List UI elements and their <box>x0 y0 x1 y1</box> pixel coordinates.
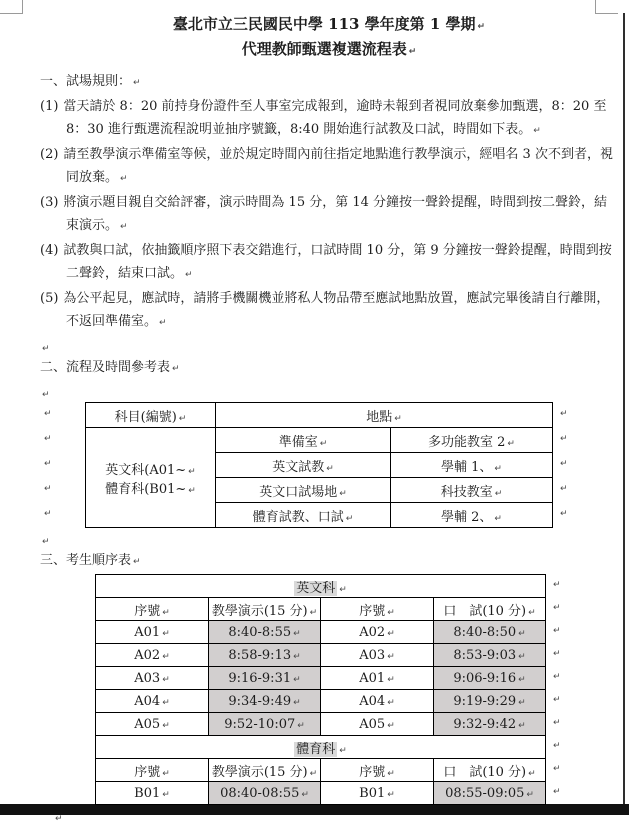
demo-time-cell <box>209 644 321 667</box>
paragraph-mark-icon: ↵ <box>387 674 395 685</box>
candidate-column-header <box>96 759 209 782</box>
paragraph-mark-icon: ↵ <box>44 409 52 419</box>
paragraph-mark-icon: ↵ <box>560 484 568 494</box>
location-room-cell-text: 科技教室 <box>440 484 493 500</box>
location-room-cell-text: 學輔 2、 <box>441 509 493 525</box>
page-subtitle <box>40 38 618 63</box>
crop-mark-top-left-icon <box>0 0 23 14</box>
rule-item-4 <box>40 239 618 287</box>
demo-seq-cell-text: B01 <box>134 785 161 801</box>
oral-time-cell <box>434 782 546 805</box>
rule-number: (5) <box>40 291 59 306</box>
paragraph-mark-icon: ↵ <box>387 607 395 618</box>
paragraph-mark-icon: ↵ <box>477 22 486 32</box>
paragraph-mark-icon: ↵ <box>494 488 503 499</box>
rule-item-3 <box>40 191 618 239</box>
paragraph-mark-icon: ↵ <box>178 413 187 424</box>
oral-seq-cell-text: B01 <box>359 785 386 801</box>
candidate-row <box>96 690 546 713</box>
paragraph-mark-icon: ↵ <box>553 764 561 774</box>
paragraph-mark-icon: ↵ <box>188 485 196 496</box>
paragraph-mark-icon: ↵ <box>494 513 502 524</box>
paragraph-mark-icon: ↵ <box>162 697 170 708</box>
demo-time-cell-text: 8:58-9:13 <box>228 647 292 663</box>
candidate-header-row <box>96 598 546 621</box>
subject-group-title: 體育科 <box>296 741 336 757</box>
candidate-row <box>96 621 546 644</box>
candidate-column-header <box>434 759 546 782</box>
oral-seq-cell-text: A03 <box>359 647 386 663</box>
paragraph-mark-icon: ↵ <box>185 270 193 280</box>
rule-text: 請至教學演示準備室等候，並於規定時間內前往指定地點進行教學演示，經唱名 3 次不到者，視同放棄。 <box>63 147 613 185</box>
subject-group-row <box>96 736 546 759</box>
paragraph-mark-icon: ↵ <box>44 484 52 494</box>
oral-time-cell-text: 9:32-9:42 <box>453 716 517 732</box>
rule-number: (3) <box>40 195 59 210</box>
demo-time-cell-text: 9:16-9:31 <box>228 670 292 686</box>
section2-heading <box>40 356 618 381</box>
paragraph-mark-icon: ↵ <box>560 509 568 519</box>
page-subtitle-text: 代理教師甄選複選流程表 <box>241 40 407 58</box>
paragraph-mark-icon: ↵ <box>518 720 526 731</box>
oral-seq-cell-text: A04 <box>359 693 386 709</box>
paragraph-mark-icon: ↵ <box>172 364 180 374</box>
candidate-row <box>96 644 546 667</box>
empty-paragraph <box>53 805 618 826</box>
paragraph-mark-icon: ↵ <box>387 651 395 662</box>
paragraph-mark-icon: ↵ <box>159 318 167 328</box>
exam-rules-list <box>40 95 618 335</box>
paragraph-marks-left <box>40 402 85 527</box>
oral-time-cell-text: 8:40-8:50 <box>453 624 517 640</box>
location-name-cell <box>216 453 391 478</box>
subject-code-header-text: 科目(編號) <box>114 409 177 425</box>
demo-seq-cell-text: A03 <box>134 670 161 686</box>
paragraph-mark-icon: ↵ <box>560 459 568 469</box>
paragraph-mark-icon: ↵ <box>162 674 170 685</box>
empty-paragraph <box>40 381 618 402</box>
location-room-cell <box>391 503 553 528</box>
paragraph-mark-icon: ↵ <box>326 463 334 474</box>
oral-time-cell <box>434 713 546 736</box>
paragraph-mark-icon: ↵ <box>133 557 141 567</box>
paragraph-mark-icon: ↵ <box>528 607 536 618</box>
candidate-column-header-text: 口 試(10 分) <box>443 764 527 780</box>
paragraph-mark-icon: ↵ <box>162 628 170 639</box>
candidate-column-header <box>209 598 321 621</box>
oral-time-cell <box>434 667 546 690</box>
candidate-column-header-text: 序號 <box>359 764 386 780</box>
rule-text: 為公平起見，應試時，請將手機關機並將私人物品帶至應試地點放置，應試完畢後請自行離開，不返回準備室。 <box>63 291 610 329</box>
demo-time-cell-text: 9:52-10:07 <box>224 716 296 732</box>
location-table-row <box>86 428 553 453</box>
candidate-column-header-text: 序號 <box>134 603 161 619</box>
paragraph-mark-icon: ↵ <box>42 390 50 400</box>
paragraph-mark-icon: ↵ <box>339 745 347 756</box>
oral-time-cell-text: 9:06-9:16 <box>453 670 517 686</box>
location-name-cell-text: 英文口試場地 <box>259 484 338 500</box>
page-title-text: 臺北市立三民國民中學 113 學年度第 1 學期 <box>172 15 476 33</box>
location-room-cell <box>391 453 553 478</box>
oral-seq-cell-text: A05 <box>359 716 386 732</box>
demo-seq-cell-text: A02 <box>134 647 161 663</box>
paragraph-mark-icon: ↵ <box>526 789 534 800</box>
candidate-header-row <box>96 759 546 782</box>
demo-time-cell <box>209 690 321 713</box>
paragraph-mark-icon: ↵ <box>120 174 128 184</box>
subject-group-row <box>96 575 546 598</box>
demo-time-cell <box>209 782 321 805</box>
paragraph-mark-icon: ↵ <box>162 651 170 662</box>
demo-seq-cell-text: A04 <box>134 693 161 709</box>
rule-item-2 <box>40 143 618 191</box>
paragraph-mark-icon: ↵ <box>387 697 395 708</box>
rule-number: (2) <box>40 147 59 162</box>
demo-seq-cell <box>96 667 209 690</box>
paragraph-mark-icon: ↵ <box>309 607 318 618</box>
candidate-row <box>96 782 546 805</box>
subject-code-line <box>88 478 213 497</box>
paragraph-mark-icon: ↵ <box>293 628 301 639</box>
paragraph-mark-icon: ↵ <box>553 580 561 590</box>
paragraph-mark-icon: ↵ <box>553 672 561 682</box>
demo-seq-cell <box>96 782 209 805</box>
page-title <box>40 13 618 38</box>
demo-seq-cell <box>96 621 209 644</box>
paragraph-mark-icon: ↵ <box>528 768 536 779</box>
candidate-column-header <box>321 759 434 782</box>
paragraph-mark-icon: ↵ <box>494 463 502 474</box>
paragraph-mark-icon: ↵ <box>387 628 395 639</box>
section3-heading <box>40 549 618 574</box>
candidate-column-header-text: 教學演示(15 分) <box>211 764 308 780</box>
subject-code-text: 體育科(B01~ <box>105 481 187 497</box>
paragraph-mark-icon: ↵ <box>319 438 328 449</box>
location-header-text: 地點 <box>366 409 393 425</box>
demo-time-cell <box>209 713 321 736</box>
demo-seq-cell <box>96 713 209 736</box>
demo-seq-cell-text: A01 <box>134 624 161 640</box>
oral-seq-cell-text: A01 <box>359 670 386 686</box>
location-table-section <box>40 402 618 528</box>
subject-group-title: 英文科 <box>296 580 336 596</box>
paragraph-mark-icon: ↵ <box>518 697 526 708</box>
candidate-column-header <box>321 598 434 621</box>
candidate-row <box>96 667 546 690</box>
document-content <box>40 13 618 826</box>
candidate-column-header-text: 序號 <box>359 603 386 619</box>
section3-heading-text: 三、考生順序表 <box>40 553 132 568</box>
location-room-cell-text: 學輔 1、 <box>441 459 493 475</box>
empty-paragraph <box>40 528 618 549</box>
demo-time-cell <box>209 621 321 644</box>
paragraph-mark-icon: ↵ <box>553 718 561 728</box>
location-name-cell <box>216 428 391 453</box>
rule-item-1 <box>40 95 618 143</box>
oral-seq-cell <box>321 667 434 690</box>
paragraph-mark-icon: ↵ <box>394 413 402 424</box>
oral-seq-cell <box>321 782 434 805</box>
candidate-column-header-text: 教學演示(15 分) <box>211 603 308 619</box>
paragraph-mark-icon: ↵ <box>553 787 561 797</box>
paragraph-mark-icon: ↵ <box>387 768 395 779</box>
oral-seq-cell <box>321 621 434 644</box>
paragraph-mark-icon: ↵ <box>553 626 561 636</box>
paragraph-mark-icon: ↵ <box>162 789 170 800</box>
section1-heading <box>40 70 618 95</box>
paragraph-mark-icon: ↵ <box>518 674 526 685</box>
oral-time-cell <box>434 690 546 713</box>
paragraph-mark-icon: ↵ <box>188 466 196 477</box>
page-edge-right <box>623 13 625 805</box>
row-end-marks-right <box>553 402 568 527</box>
candidate-column-header <box>96 598 209 621</box>
paragraph-mark-icon: ↵ <box>162 607 170 618</box>
paragraph-mark-icon: ↵ <box>339 488 347 499</box>
demo-time-cell-text: 8:40-8:55 <box>228 624 292 640</box>
location-header <box>216 403 553 428</box>
paragraph-mark-icon: ↵ <box>44 459 52 469</box>
paragraph-mark-icon: ↵ <box>55 814 63 824</box>
demo-seq-cell <box>96 690 209 713</box>
oral-time-cell-text: 9:19-9:29 <box>453 693 517 709</box>
paragraph-mark-icon: ↵ <box>42 344 50 354</box>
paragraph-mark-icon: ↵ <box>162 768 170 779</box>
paragraph-mark-icon: ↵ <box>560 409 568 419</box>
subject-group-cell <box>96 736 546 759</box>
subject-code-header <box>86 403 216 428</box>
subject-group-cell <box>96 575 546 598</box>
paragraph-mark-icon: ↵ <box>162 720 170 731</box>
paragraph-mark-icon: ↵ <box>309 768 318 779</box>
paragraph-mark-icon: ↵ <box>133 78 141 88</box>
demo-seq-cell-text: A05 <box>134 716 161 732</box>
rule-text: 將演示題目親自交給評審，演示時間為 15 分，第 14 分鐘按一聲鈴提醒，時間到按二聲鈴，結束演示。 <box>63 195 608 233</box>
location-name-cell-text: 準備室 <box>278 434 318 450</box>
paragraph-mark-icon: ↵ <box>293 651 301 662</box>
paragraph-mark-icon: ↵ <box>293 674 301 685</box>
location-name-cell-text: 英文試教 <box>272 459 325 475</box>
oral-seq-cell-text: A02 <box>359 624 386 640</box>
paragraph-mark-icon: ↵ <box>408 47 417 57</box>
paragraph-mark-icon: ↵ <box>293 697 301 708</box>
candidate-table-section <box>95 574 618 805</box>
location-name-cell-text: 體育試教、口試 <box>252 509 344 525</box>
paragraph-mark-icon: ↵ <box>533 126 541 136</box>
oral-time-cell-text: 08:55-09:05 <box>445 785 525 801</box>
rule-text: 試教與口試，依抽籤順序照下表交錯進行，口試時間 10 分，第 9 分鐘按一聲鈴提醒，時間到按二聲鈴，結束口試。 <box>63 243 612 281</box>
candidate-column-header-text: 序號 <box>134 764 161 780</box>
location-name-cell <box>216 503 391 528</box>
demo-time-cell-text: 08:40-08:55 <box>220 785 300 801</box>
demo-time-cell <box>209 667 321 690</box>
subject-code-line <box>88 459 213 478</box>
section1-heading-text: 一、試場規則： <box>40 74 132 89</box>
paragraph-mark-icon: ↵ <box>560 434 568 444</box>
paragraph-mark-icon: ↵ <box>387 720 395 731</box>
demo-seq-cell <box>96 644 209 667</box>
paragraph-mark-icon: ↵ <box>553 695 561 705</box>
paragraph-mark-icon: ↵ <box>518 651 526 662</box>
paragraph-mark-icon: ↵ <box>44 509 52 519</box>
candidate-column-header <box>434 598 546 621</box>
paragraph-mark-icon: ↵ <box>553 649 561 659</box>
oral-time-cell <box>434 621 546 644</box>
paragraph-mark-icon: ↵ <box>301 789 309 800</box>
demo-time-cell-text: 9:34-9:49 <box>228 693 292 709</box>
row-end-marks-right <box>546 574 561 804</box>
subject-code-text: 英文科(A01~ <box>105 462 187 478</box>
subject-code-cell <box>86 428 216 528</box>
paragraph-mark-icon: ↵ <box>553 741 561 751</box>
candidate-row <box>96 713 546 736</box>
rule-number: (4) <box>40 243 59 258</box>
location-room-cell <box>391 478 553 503</box>
oral-time-cell-text: 8:53-9:03 <box>453 647 517 663</box>
oral-seq-cell <box>321 690 434 713</box>
location-room-cell-text: 多功能教室 2 <box>428 434 506 450</box>
rule-number: (1) <box>40 99 59 114</box>
paragraph-mark-icon: ↵ <box>297 720 305 731</box>
paragraph-mark-icon: ↵ <box>120 222 128 232</box>
paragraph-mark-icon: ↵ <box>507 438 515 449</box>
candidate-order-table <box>95 574 546 805</box>
oral-time-cell <box>434 644 546 667</box>
paragraph-mark-icon: ↵ <box>387 789 395 800</box>
paragraph-mark-icon: ↵ <box>42 537 50 547</box>
paragraph-mark-icon: ↵ <box>553 603 561 613</box>
location-name-cell <box>216 478 391 503</box>
rule-item-5 <box>40 287 618 335</box>
section2-heading-text: 二、流程及時間參考表 <box>40 360 171 375</box>
location-table <box>85 402 553 528</box>
location-room-cell <box>391 428 553 453</box>
paragraph-mark-icon: ↵ <box>339 584 347 595</box>
oral-seq-cell <box>321 713 434 736</box>
empty-paragraph <box>40 335 618 356</box>
candidate-column-header-text: 口 試(10 分) <box>443 603 527 619</box>
candidate-column-header <box>209 759 321 782</box>
oral-seq-cell <box>321 644 434 667</box>
paragraph-mark-icon: ↵ <box>518 628 526 639</box>
crop-mark-top-right-icon <box>595 0 618 14</box>
paragraph-mark-icon: ↵ <box>44 434 52 444</box>
paragraph-mark-icon: ↵ <box>345 513 354 524</box>
rule-text: 當天請於 8：20 前持身份證件至人事室完成報到，逾時未報到者視同放棄參加甄選，8：20 至 8：30 進行甄選流程說明並抽序號籤，8:40 開始進行試教及口試，時間如下表。 <box>63 99 607 137</box>
